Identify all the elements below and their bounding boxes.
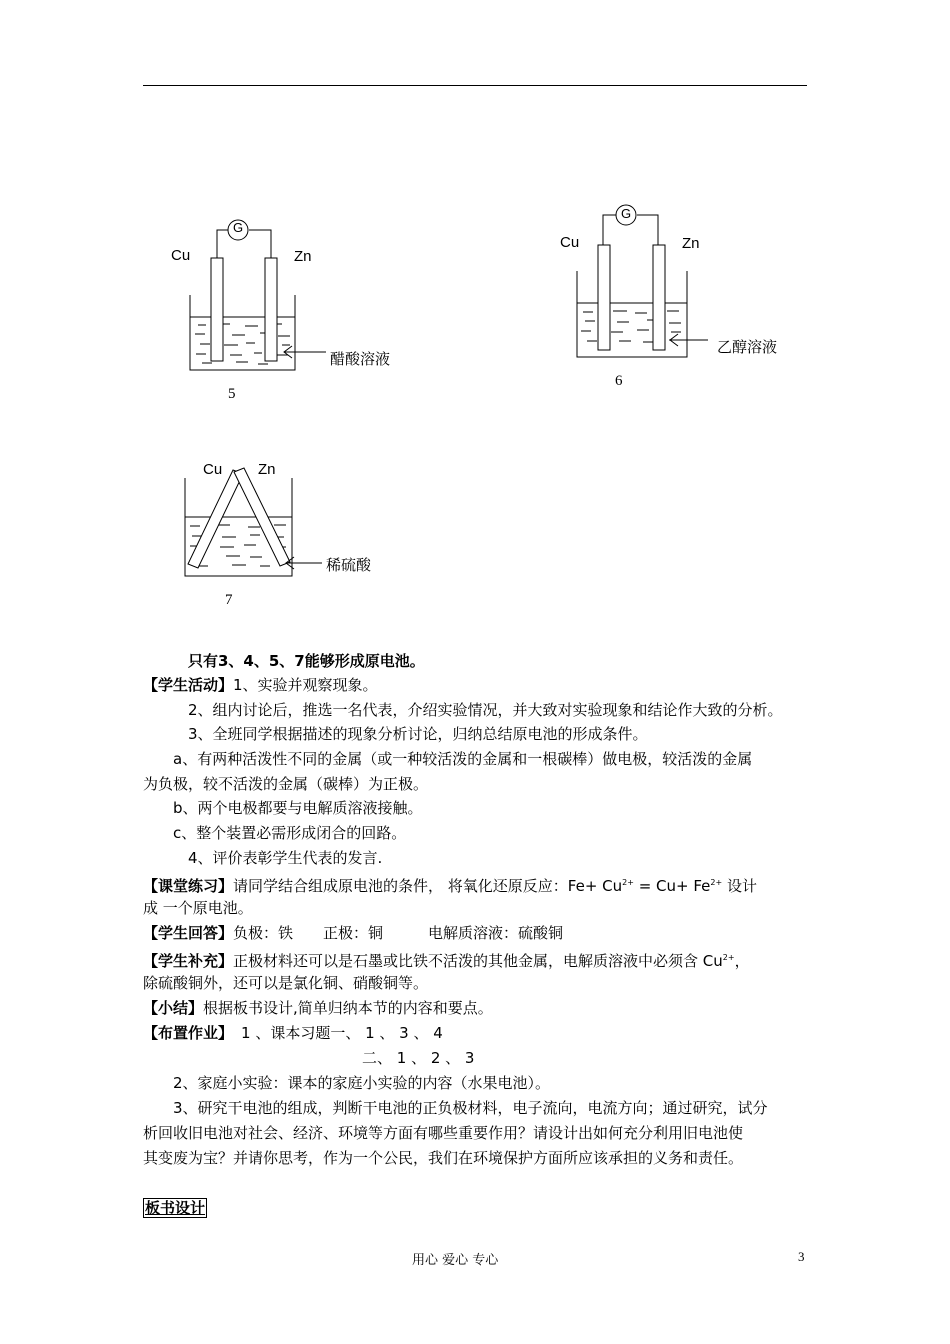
exercise-text-c: 设计 — [722, 877, 757, 895]
activity-step-3: 3、全班同学根据描述的现象分析讨论，归纳总结原电池的形成条件。 — [188, 725, 648, 743]
text-line-15 — [143, 996, 493, 1020]
student-activity-tag: 【学生活动】 — [143, 676, 234, 694]
condition-a: a、有两种活泼性不同的金属（或一种较活泼的金属和一根碳棒）做电极，较活泼的金属 — [173, 750, 753, 768]
supplement-tag: 【学生补充】 — [143, 952, 234, 970]
homework-text-3-cont-2: 其变废为宝？并请你思考，作为一个公民，我们在环境保护方面所应该承担的义务和责任。 — [143, 1149, 744, 1167]
exercise-text-a: 请同学结合组成原电池的条件， 将氧化还原反应：Fe+ Cu — [233, 877, 623, 895]
board-design-heading: 板书设计 — [145, 1199, 206, 1217]
text-line-10 — [143, 871, 757, 898]
figure-5-meter-label: G — [233, 220, 244, 235]
activity-step-2: 2、组内讨论后，推选一名代表，介绍实验情况，并大致对实验现象和结论作大致的分析。 — [188, 701, 783, 719]
figure-6-apparatus — [557, 198, 817, 398]
text-line-18 — [173, 1071, 550, 1095]
homework-text-3-cont-1: 析回收旧电池对社会、经济、环境等方面有哪些重要作用？请设计出如何充分利用旧电池使 — [143, 1124, 744, 1142]
text-line-7 — [173, 796, 423, 820]
footer-motto: 用心 爱心 专心 — [412, 1253, 499, 1268]
conclusion-text: 只有3、4、5、7能够形成原电池。 — [188, 652, 425, 670]
header-rule — [143, 85, 807, 86]
condition-a-cont: 为负极，较不活泼的金属（碳棒）为正极。 — [143, 775, 429, 793]
exercise-sup-2: 2+ — [710, 878, 723, 887]
condition-b: b、两个电极都要与电解质溶液接触。 — [173, 799, 423, 817]
text-line-13 — [143, 946, 750, 973]
condition-c: c、整个装置必需形成闭合的回路。 — [173, 824, 407, 842]
homework-tag: 【布置作业】 — [143, 1024, 234, 1042]
text-line-9 — [188, 846, 382, 870]
figure-6-number: 6 — [615, 373, 623, 389]
exercise-sup-1: 2+ — [622, 878, 634, 887]
figure-5-apparatus — [150, 210, 410, 410]
answer-tag: 【学生回答】 — [143, 924, 234, 942]
text-line-4 — [188, 722, 648, 746]
supplement-sup: 2+ — [722, 953, 735, 962]
figure-6 — [557, 198, 817, 398]
homework-text-2: 2、家庭小实验：课本的家庭小实验的内容（水果电池）。 — [173, 1074, 551, 1092]
text-line-14 — [143, 971, 428, 995]
activity-step-4: 4、评价表彰学生代表的发言. — [188, 849, 383, 867]
text-line-5 — [173, 747, 752, 771]
homework-text-1-cont: 二、 1 、 2 、 3 — [362, 1049, 475, 1067]
figure-7-cu-label: Cu — [203, 461, 223, 478]
homework-text-1: 1 、课本习题一、 1 、 3 、 4 — [241, 1024, 443, 1042]
text-line-16 — [143, 1021, 443, 1045]
exercise-text-cont: 成 一个原电池。 — [143, 899, 253, 917]
student-activity-text: 1、实验并观察现象。 — [233, 676, 378, 694]
text-line-2 — [143, 673, 378, 697]
exercise-text-b: = Cu+ Fe — [633, 877, 711, 895]
figure-6-solution-label: 乙醇溶液 — [717, 338, 778, 356]
summary-tag: 【小结】 — [143, 999, 204, 1017]
figure-5-cu-label: Cu — [171, 247, 191, 264]
text-line-6 — [143, 772, 428, 796]
text-line-11 — [143, 896, 253, 920]
supplement-text-b: ， — [734, 952, 750, 970]
answer-text: 负极：铁 正极：铜 电解质溶液：硫酸铜 — [233, 924, 564, 942]
page-number: 3 — [798, 1249, 805, 1264]
homework-text-3: 3、研究干电池的组成，判断干电池的正负极材料，电子流向，电流方向；通过研究，试分 — [173, 1099, 768, 1117]
figure-5 — [150, 210, 410, 410]
figure-7 — [150, 458, 410, 618]
figure-6-meter-label: G — [621, 206, 632, 221]
figure-5-number: 5 — [228, 386, 236, 402]
text-line-3 — [188, 698, 783, 722]
text-line-12 — [143, 921, 563, 945]
summary-text: 根据板书设计,简单归纳本节的内容和要点。 — [203, 999, 493, 1017]
text-line-19 — [173, 1096, 768, 1120]
text-line-17 — [362, 1046, 474, 1070]
figure-7-zn-label: Zn — [258, 461, 276, 478]
supplement-text-a: 正极材料还可以是石墨或比铁不活泼的其他金属，电解质溶液中必须含 Cu — [233, 952, 723, 970]
text-line-20 — [143, 1121, 743, 1145]
figure-6-liquid-dashes — [581, 311, 681, 342]
figure-5-zn-label: Zn — [294, 248, 312, 265]
figure-7-apparatus — [150, 458, 410, 618]
exercise-tag: 【课堂练习】 — [143, 877, 234, 895]
text-line-1 — [188, 649, 425, 673]
figure-6-zn-label: Zn — [682, 235, 700, 252]
board-design-heading-line — [143, 1196, 207, 1220]
figure-5-solution-label: 醋酸溶液 — [330, 350, 391, 368]
supplement-text-cont: 除硫酸铜外，还可以是氯化铜、硝酸铜等。 — [143, 974, 429, 992]
figure-7-number: 7 — [225, 592, 233, 608]
text-line-8 — [173, 821, 406, 845]
figure-7-solution-label: 稀硫酸 — [326, 556, 372, 574]
figure-6-cu-label: Cu — [560, 234, 580, 251]
text-line-21 — [143, 1146, 743, 1170]
